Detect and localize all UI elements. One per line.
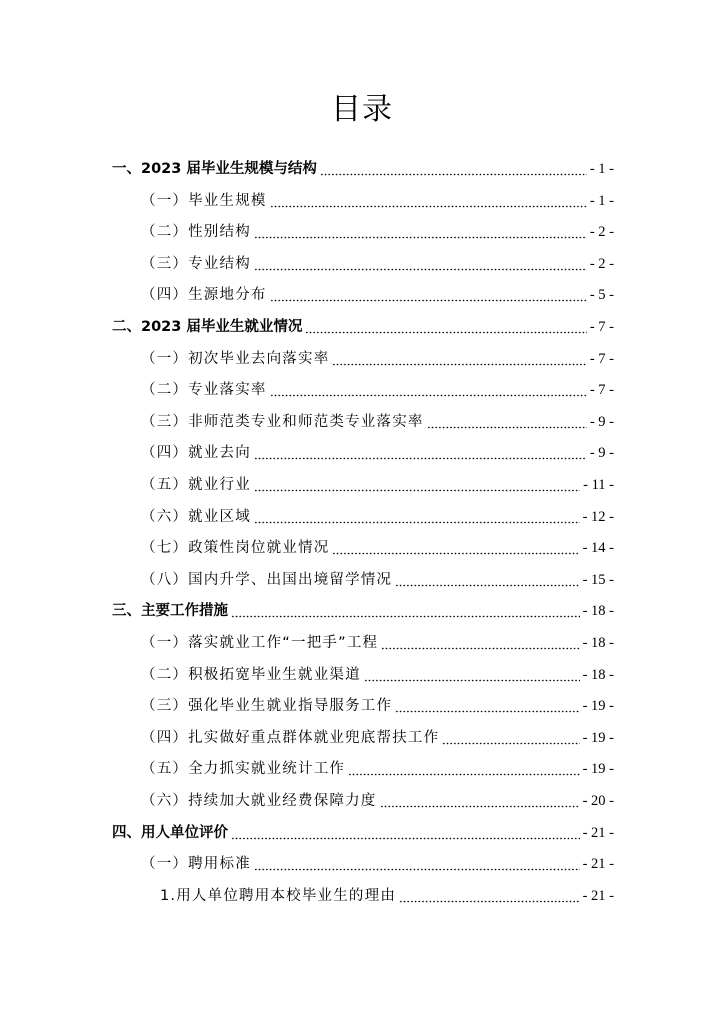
toc-page-number: - 21 - (582, 856, 614, 873)
toc-subsection-entry (141, 853, 614, 875)
toc-entry-title: （四）生源地分布 (141, 287, 267, 304)
toc-entry-title: （五）全力抓实就业统计工作 (141, 761, 346, 778)
toc-subsection-entry (141, 569, 614, 591)
toc-subsection-entry (141, 190, 614, 212)
toc-dot-leader (332, 348, 586, 370)
toc-dot-leader (381, 632, 579, 654)
toc-subsection-entry (141, 506, 614, 528)
toc-entry-title: （一）初次毕业去向落实率 (141, 350, 330, 367)
toc-subsection-entry (141, 695, 614, 717)
toc-subsection-entry (141, 790, 614, 812)
toc-dot-leader (270, 190, 587, 212)
toc-subsection-entry (141, 411, 614, 433)
toc-page-number: - 5 - (589, 287, 614, 304)
toc-subsection-entry (141, 727, 614, 749)
toc-page-number: - 18 - (582, 666, 614, 683)
toc-page-number: - 19 - (582, 698, 614, 715)
toc-entry-title: （二）积极拓宽毕业生就业渠道 (141, 666, 361, 683)
toc-entry-title: （三）专业结构 (141, 255, 251, 272)
toc-page-number: - 19 - (582, 729, 614, 746)
toc-subsection-entry (141, 758, 614, 780)
toc-page-number: - 1 - (589, 161, 614, 177)
toc-entry-title: （三）强化毕业生就业指导服务工作 (141, 698, 393, 715)
toc-entry-title: （六）持续加大就业经费保障力度 (141, 793, 377, 809)
toc-dot-leader (320, 158, 587, 180)
toc-page-number: - 7 - (589, 350, 614, 367)
toc-page-number: - 2 - (589, 255, 614, 272)
toc-entry-title: （六）就业区域 (141, 508, 251, 525)
toc-page-number: - 9 - (589, 445, 614, 462)
toc-subsection-entry (141, 221, 614, 243)
toc-section-entry (112, 822, 614, 844)
toc-dot-leader (395, 695, 579, 717)
toc-dot-leader (395, 569, 579, 591)
toc-entry-title: 四、用人单位评价 (112, 824, 228, 841)
toc-entry-title: （一）聘用标准 (141, 856, 251, 873)
toc-section-entry (112, 316, 614, 338)
toc-page-number: - 1 - (589, 192, 614, 209)
toc-entry-title: （七）政策性岗位就业情况 (141, 540, 330, 557)
toc-subsection-entry (141, 442, 614, 464)
toc-subsection-entry (141, 632, 614, 654)
toc-page-number: - 18 - (582, 603, 614, 620)
page-title: 目录 (331, 92, 393, 127)
toc-item-entry (160, 885, 614, 907)
toc-page-number: - 9 - (589, 413, 614, 430)
toc-section-entry (112, 600, 614, 622)
toc-entry-title: （一）落实就业工作“一把手”工程 (141, 635, 379, 651)
toc-entry-title: 二、2023 届毕业生就业情况 (112, 319, 303, 335)
toc-page-number: - 14 - (582, 540, 614, 557)
toc-dot-leader (380, 790, 580, 812)
toc-entry-title: （八）国内升学、出国出境留学情况 (141, 571, 393, 588)
toc-dot-leader (231, 600, 580, 622)
toc-dot-leader (427, 411, 587, 433)
toc-entry-title: （二）性别结构 (141, 224, 251, 241)
toc-page-number: - 20 - (582, 793, 614, 809)
toc-entry-title: 1.用人单位聘用本校毕业生的理由 (160, 887, 397, 904)
toc-dot-leader (254, 253, 587, 275)
toc-entry-title: （四）扎实做好重点群体就业兜底帮扶工作 (141, 729, 440, 746)
toc-dot-leader (231, 822, 580, 844)
toc-page-number: - 12 - (582, 508, 614, 525)
toc-dot-leader (348, 758, 579, 780)
toc-subsection-entry (141, 348, 614, 370)
toc-dot-leader (254, 221, 587, 243)
toc-page-number: - 7 - (589, 319, 614, 335)
toc-entry-title: 三、主要工作措施 (112, 603, 228, 620)
toc-page-number: - 2 - (589, 224, 614, 241)
toc-dot-leader (270, 284, 587, 306)
toc-dot-leader (305, 316, 586, 338)
toc-dot-leader (442, 727, 579, 749)
toc-dot-leader (254, 853, 580, 875)
toc-entry-title: 一、2023 届毕业生规模与结构 (112, 161, 317, 177)
toc-page-number: - 21 - (582, 824, 614, 841)
toc-dot-leader (332, 537, 579, 559)
toc-subsection-entry (141, 474, 614, 496)
toc-page-number: - 18 - (582, 635, 614, 651)
toc-subsection-entry (141, 253, 614, 275)
toc-page-number: - 21 - (582, 887, 614, 904)
toc-subsection-entry (141, 284, 614, 306)
toc-entry-title: （五）就业行业 (141, 477, 251, 493)
toc-subsection-entry (141, 379, 614, 401)
toc-dot-leader (254, 442, 587, 464)
toc-dot-leader (254, 506, 580, 528)
toc-section-entry (112, 158, 614, 180)
toc-dot-leader (399, 885, 580, 907)
toc-entry-title: （三）非师范类专业和师范类专业落实率 (141, 413, 424, 430)
toc-dot-leader (364, 664, 580, 686)
toc-entry-title: （二）专业落实率 (141, 382, 267, 399)
toc-page-number: - 7 - (589, 382, 614, 399)
toc-page-number: - 11 - (583, 477, 614, 493)
toc-page-number: - 19 - (582, 761, 614, 778)
toc-dot-leader (254, 474, 580, 496)
toc-subsection-entry (141, 537, 614, 559)
toc-subsection-entry (141, 664, 614, 686)
toc-entry-title: （四）就业去向 (141, 445, 251, 462)
toc-page-number: - 15 - (582, 571, 614, 588)
toc-entry-title: （一）毕业生规模 (141, 192, 267, 209)
toc-dot-leader (270, 379, 587, 401)
